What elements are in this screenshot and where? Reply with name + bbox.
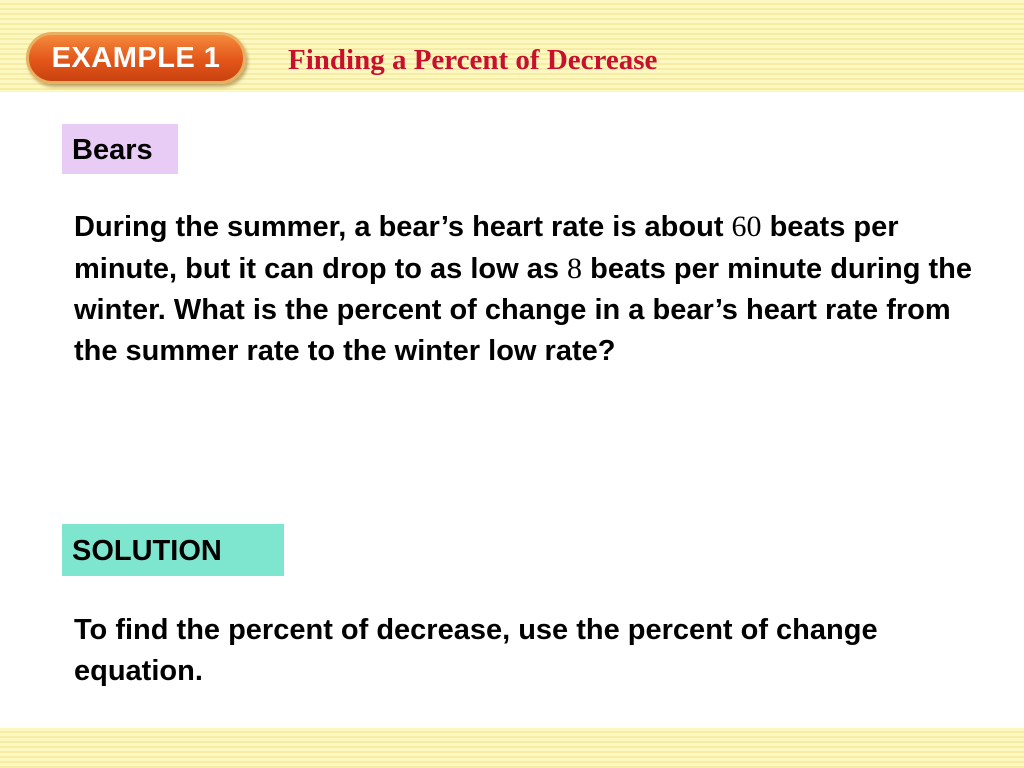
problem-text-1: During the summer, a bear’s heart rate is about [74,211,732,243]
solution-text: To find the percent of decrease, use the percent of change equation. [74,614,878,687]
problem-text-2: beats per minute, but it can drop to as low as [74,211,899,285]
summer-rate-value: 60 [731,210,762,243]
example-badge: EXAMPLE 1 [26,32,246,84]
winter-rate-value: 8 [567,252,583,285]
solution-tag: SOLUTION [62,524,284,576]
problem-text-3: beats per minute during the winter. What is the percent of change in a bear’s heart rate from the summer rate to the winter low rate? [74,253,972,367]
footer-band [0,728,1024,768]
topic-tag: Bears [62,124,178,174]
problem-statement [74,206,989,372]
page-title: Finding a Percent of Decrease [288,44,658,76]
